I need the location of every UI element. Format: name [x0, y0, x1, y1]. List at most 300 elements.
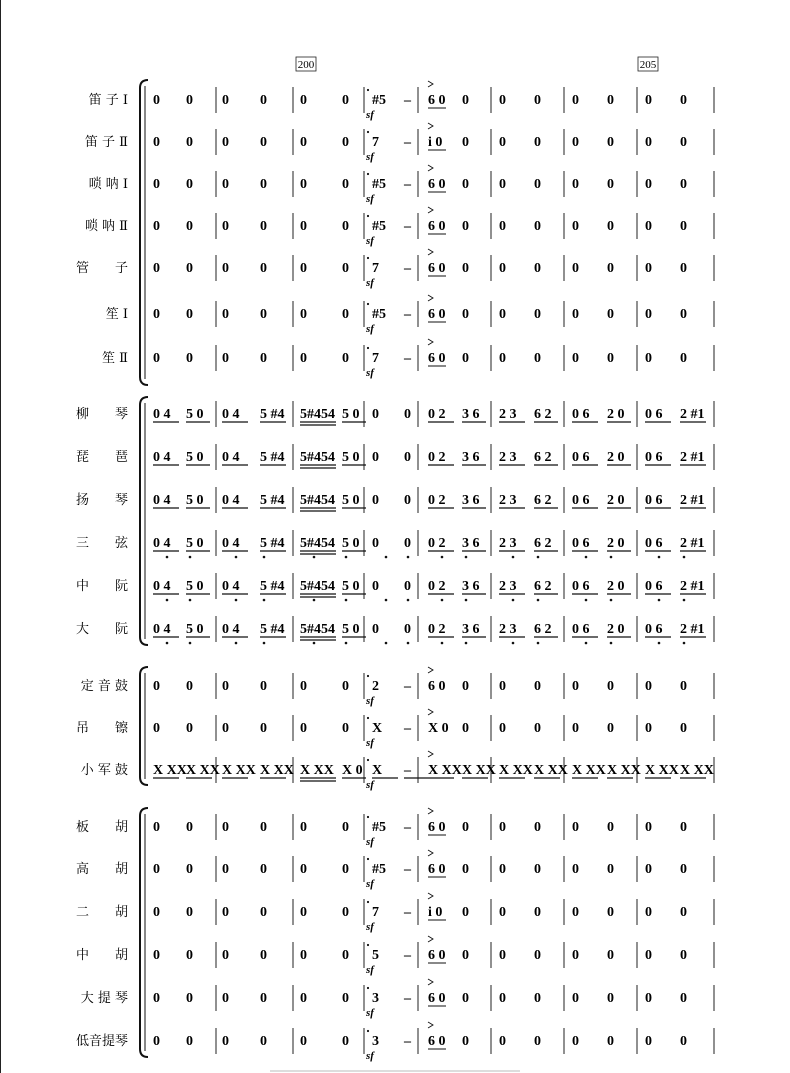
beat-notes: –: [404, 177, 411, 192]
beat-notes: 6 0: [428, 1034, 446, 1049]
beat-notes: 0: [499, 679, 506, 694]
beat-notes: 2 #1: [680, 493, 705, 508]
octave-dot: [385, 599, 388, 602]
beat-notes: 0: [186, 862, 193, 877]
beat-notes: 0: [404, 450, 411, 465]
beat-notes: 0: [680, 307, 687, 322]
octave-dot: [385, 556, 388, 559]
octave-dot: [537, 599, 540, 602]
dynamic-sf: sf: [366, 277, 374, 289]
beat-notes: X XX: [153, 763, 187, 778]
octave-dot: [367, 303, 369, 305]
beat-notes: X XX: [645, 763, 679, 778]
beat-notes: –: [404, 135, 411, 150]
beat-notes: i 0: [428, 905, 443, 920]
beat-notes: 0: [342, 820, 349, 835]
beat-notes: 0: [222, 219, 229, 234]
octave-dot: [235, 599, 238, 602]
beat-notes: 2 0: [607, 407, 625, 422]
beat-notes: 0: [572, 679, 579, 694]
beat-notes: X XX: [186, 763, 220, 778]
beat-notes: 0: [404, 622, 411, 637]
octave-dot: [585, 599, 588, 602]
dynamic-sf: sf: [366, 323, 374, 335]
beat-notes: 5#454: [300, 622, 335, 637]
beat-notes: 0: [404, 493, 411, 508]
accent-mark: [428, 295, 433, 301]
octave-dot: [313, 556, 316, 559]
beat-notes: 0: [572, 351, 579, 366]
octave-dot: [345, 556, 348, 559]
beat-notes: 6 0: [428, 862, 446, 877]
beat-notes: 2 3: [499, 450, 517, 465]
accent-mark: [428, 667, 433, 673]
beat-notes: 0: [186, 93, 193, 108]
beat-notes: 0: [462, 261, 469, 276]
octave-dot: [367, 717, 369, 719]
instrument-label: 吊 镲: [75, 721, 128, 736]
octave-dot: [441, 642, 444, 645]
beat-notes: 2 3: [499, 493, 517, 508]
beat-notes: 0: [680, 991, 687, 1006]
octave-dot: [610, 599, 613, 602]
beat-notes: 0: [260, 1034, 267, 1049]
octave-dot: [610, 556, 613, 559]
beat-notes: 0: [645, 135, 652, 150]
beat-notes: 0: [186, 948, 193, 963]
beat-notes: 0: [186, 261, 193, 276]
beat-notes: 0: [534, 351, 541, 366]
beat-notes: 0: [680, 219, 687, 234]
beat-notes: –: [404, 948, 411, 963]
beat-notes: 0: [499, 135, 506, 150]
beat-notes: 5 0: [342, 536, 360, 551]
beat-notes: 0: [372, 536, 379, 551]
instrument-label: 扬 琴: [75, 493, 128, 508]
group-bracket-bowed: [140, 808, 148, 1057]
beat-notes: 2 0: [607, 450, 625, 465]
instrument-label: 笙 Ⅱ: [102, 351, 128, 366]
beat-notes: 0: [607, 307, 614, 322]
beat-notes: 0: [462, 679, 469, 694]
octave-dot: [367, 901, 369, 903]
beat-notes: 0: [462, 93, 469, 108]
beat-notes: 0: [462, 351, 469, 366]
beat-notes: 0: [342, 219, 349, 234]
beat-notes: 0: [607, 351, 614, 366]
beat-notes: 5 0: [342, 622, 360, 637]
beat-notes: 0: [534, 862, 541, 877]
beat-notes: 3 6: [462, 536, 480, 551]
group-bracket-percussion: [140, 667, 148, 785]
beat-notes: 0: [645, 219, 652, 234]
beat-notes: 0: [534, 307, 541, 322]
beat-notes: 0: [222, 307, 229, 322]
beat-notes: 0 4: [153, 450, 171, 465]
instrument-label: 二 胡: [75, 905, 128, 920]
beat-notes: 0: [572, 135, 579, 150]
beat-notes: 0: [572, 261, 579, 276]
beat-notes: 0 4: [153, 493, 171, 508]
beat-notes: i 0: [428, 135, 443, 150]
beat-notes: 0: [645, 351, 652, 366]
beat-notes: 0: [499, 307, 506, 322]
beat-notes: 2 0: [607, 493, 625, 508]
beat-notes: 0: [645, 820, 652, 835]
beat-notes: #5: [372, 862, 386, 877]
beat-notes: 0 4: [222, 493, 240, 508]
beat-notes: X XX: [300, 763, 334, 778]
beat-notes: 7: [372, 261, 379, 276]
beat-notes: 2 #1: [680, 536, 705, 551]
beat-notes: X XX: [534, 763, 568, 778]
beat-notes: 0: [645, 905, 652, 920]
beat-notes: 0: [572, 177, 579, 192]
beat-notes: 0: [499, 991, 506, 1006]
instrument-label: 高 胡: [75, 862, 128, 877]
beat-notes: 0: [342, 261, 349, 276]
beat-notes: 0: [607, 721, 614, 736]
beat-notes: 0: [645, 862, 652, 877]
accent-mark: [428, 81, 433, 87]
beat-notes: 0: [680, 1034, 687, 1049]
beat-notes: 0: [342, 351, 349, 366]
beat-notes: 0: [372, 493, 379, 508]
beat-notes: 0: [680, 135, 687, 150]
beat-notes: 0: [222, 991, 229, 1006]
beat-notes: 0: [372, 407, 379, 422]
beat-notes: 0: [260, 991, 267, 1006]
octave-dot: [367, 131, 369, 133]
beat-notes: 0: [186, 177, 193, 192]
octave-dot: [367, 347, 369, 349]
beat-notes: 0: [534, 177, 541, 192]
instrument-label: 琵 琶: [75, 450, 128, 465]
beat-notes: 0: [300, 820, 307, 835]
beat-notes: X XX: [499, 763, 533, 778]
beat-notes: 5#454: [300, 579, 335, 594]
beat-notes: 0: [222, 93, 229, 108]
beat-notes: 0: [300, 351, 307, 366]
beat-notes: 0: [462, 905, 469, 920]
beat-notes: X XX: [462, 763, 496, 778]
beat-notes: 0: [342, 1034, 349, 1049]
beat-notes: 3: [372, 1034, 379, 1049]
beat-notes: 6 2: [534, 579, 552, 594]
octave-dot: [585, 556, 588, 559]
beat-notes: 0: [499, 261, 506, 276]
beat-notes: 0: [222, 820, 229, 835]
beat-notes: 2 #1: [680, 450, 705, 465]
beat-notes: 0: [462, 948, 469, 963]
instrument-label: 板 胡: [75, 820, 128, 835]
beat-notes: 0: [680, 177, 687, 192]
instrument-label: 笙 Ⅰ: [105, 307, 128, 322]
beat-notes: 0: [186, 351, 193, 366]
beat-notes: #5: [372, 93, 386, 108]
beat-notes: 3 6: [462, 407, 480, 422]
beat-notes: 5 #4: [260, 536, 285, 551]
beat-notes: 0: [153, 991, 160, 1006]
beat-notes: 5: [372, 948, 379, 963]
beat-notes: 0: [153, 905, 160, 920]
octave-dot: [367, 173, 369, 175]
beat-notes: 0 4: [222, 622, 240, 637]
beat-notes: 0: [342, 948, 349, 963]
beat-notes: 0: [534, 991, 541, 1006]
beat-notes: 2 #1: [680, 579, 705, 594]
beat-notes: 6 0: [428, 820, 446, 835]
dynamic-sf: sf: [366, 367, 374, 379]
beat-notes: 0: [260, 820, 267, 835]
instrument-label: 中 阮: [75, 579, 128, 594]
beat-notes: –: [404, 1034, 411, 1049]
beat-notes: 0: [222, 135, 229, 150]
beat-notes: 0: [260, 679, 267, 694]
octave-dot: [189, 642, 192, 645]
beat-notes: –: [404, 261, 411, 276]
beat-notes: 0: [462, 177, 469, 192]
beat-notes: 0: [186, 307, 193, 322]
beat-notes: 0: [300, 1034, 307, 1049]
beat-notes: 0: [607, 862, 614, 877]
beat-notes: 2: [372, 679, 379, 694]
beat-notes: 2 #1: [680, 407, 705, 422]
beat-notes: 6 0: [428, 93, 446, 108]
beat-notes: 3: [372, 991, 379, 1006]
beat-notes: 0: [607, 177, 614, 192]
octave-dot: [367, 858, 369, 860]
beat-notes: 0: [607, 135, 614, 150]
beat-notes: 0: [153, 177, 160, 192]
beat-notes: 0 4: [222, 536, 240, 551]
beat-notes: 0 4: [153, 536, 171, 551]
octave-dot: [385, 642, 388, 645]
beat-notes: 0: [534, 93, 541, 108]
beat-notes: 0: [342, 679, 349, 694]
beat-notes: 0: [462, 721, 469, 736]
beat-notes: 0: [404, 536, 411, 551]
octave-dot: [166, 556, 169, 559]
beat-notes: 0 4: [222, 450, 240, 465]
beat-notes: 0: [260, 307, 267, 322]
beat-notes: 0: [222, 1034, 229, 1049]
beat-notes: 5 0: [186, 450, 204, 465]
instrument-label: 小 军 鼓: [80, 763, 128, 778]
accent-mark: [428, 165, 433, 171]
accent-mark: [428, 979, 433, 985]
beat-notes: 0: [534, 721, 541, 736]
beat-notes: 0: [534, 905, 541, 920]
beat-notes: 0: [342, 177, 349, 192]
beat-notes: 0: [300, 991, 307, 1006]
beat-notes: 0: [680, 93, 687, 108]
beat-notes: 7: [372, 135, 379, 150]
beat-notes: –: [404, 820, 411, 835]
beat-notes: 6 2: [534, 622, 552, 637]
beat-notes: 0: [680, 820, 687, 835]
octave-dot: [407, 642, 410, 645]
beat-notes: 0: [372, 579, 379, 594]
beat-notes: 0: [607, 948, 614, 963]
octave-dot: [367, 675, 369, 677]
instrument-label: 唢 呐 Ⅱ: [84, 219, 128, 234]
octave-dot: [367, 987, 369, 989]
beat-notes: 0 6: [645, 622, 663, 637]
beat-notes: 0 2: [428, 622, 446, 637]
beat-notes: 0 4: [153, 407, 171, 422]
beat-notes: 0 6: [572, 493, 590, 508]
octave-dot: [658, 642, 661, 645]
octave-dot: [313, 642, 316, 645]
measure-number: 200: [297, 59, 315, 71]
dynamic-sf: sf: [366, 878, 374, 890]
beat-notes: 0: [186, 905, 193, 920]
beat-notes: 5 0: [342, 493, 360, 508]
beat-notes: #5: [372, 177, 386, 192]
beat-notes: 5 0: [186, 536, 204, 551]
beat-notes: 0 6: [645, 579, 663, 594]
beat-notes: 0: [534, 679, 541, 694]
beat-notes: 0 2: [428, 579, 446, 594]
beat-notes: 0: [153, 679, 160, 694]
octave-dot: [512, 642, 515, 645]
beat-notes: 0: [222, 862, 229, 877]
beat-notes: 0: [680, 679, 687, 694]
beat-notes: X 0: [342, 763, 363, 778]
beat-notes: X XX: [222, 763, 256, 778]
beat-notes: 3 6: [462, 579, 480, 594]
beat-notes: 0: [499, 905, 506, 920]
octave-dot: [263, 599, 266, 602]
octave-dot: [407, 556, 410, 559]
accent-mark: [428, 1022, 433, 1028]
beat-notes: 0: [499, 820, 506, 835]
beat-notes: 0: [462, 219, 469, 234]
beat-notes: 0 6: [645, 450, 663, 465]
beat-notes: 0: [260, 261, 267, 276]
accent-mark: [428, 207, 433, 213]
beat-notes: 0: [260, 219, 267, 234]
beat-notes: 0 6: [645, 407, 663, 422]
beat-notes: –: [404, 721, 411, 736]
beat-notes: 0: [607, 991, 614, 1006]
beat-notes: 0: [534, 820, 541, 835]
octave-dot: [166, 599, 169, 602]
octave-dot: [683, 556, 686, 559]
beat-notes: 6 0: [428, 351, 446, 366]
beat-notes: 0: [300, 862, 307, 877]
beat-notes: 0: [404, 407, 411, 422]
beat-notes: 0: [153, 93, 160, 108]
beat-notes: 6 2: [534, 450, 552, 465]
beat-notes: 0: [342, 721, 349, 736]
beat-notes: 3 6: [462, 493, 480, 508]
beat-notes: 0: [342, 862, 349, 877]
beat-notes: 0: [462, 135, 469, 150]
beat-notes: 2 0: [607, 622, 625, 637]
beat-notes: 0: [153, 1034, 160, 1049]
beat-notes: 0: [300, 261, 307, 276]
beat-notes: 0: [186, 1034, 193, 1049]
accent-mark: [428, 709, 433, 715]
beat-notes: 0: [645, 991, 652, 1006]
beat-notes: 0 2: [428, 450, 446, 465]
octave-dot: [313, 599, 316, 602]
octave-dot: [537, 556, 540, 559]
instrument-label: 大 阮: [75, 622, 128, 637]
beat-notes: 6 2: [534, 536, 552, 551]
beat-notes: 0: [222, 948, 229, 963]
octave-dot: [367, 1030, 369, 1032]
beat-notes: 0 2: [428, 536, 446, 551]
beat-notes: 0: [186, 820, 193, 835]
accent-mark: [428, 339, 433, 345]
dynamic-sf: sf: [366, 109, 374, 121]
beat-notes: 0: [499, 93, 506, 108]
octave-dot: [658, 599, 661, 602]
beat-notes: 6 2: [534, 493, 552, 508]
beat-notes: 0: [680, 261, 687, 276]
beat-notes: 0: [680, 905, 687, 920]
beat-notes: 0: [300, 679, 307, 694]
beat-notes: X 0: [428, 721, 449, 736]
beat-notes: 0: [645, 721, 652, 736]
dynamic-sf: sf: [366, 964, 374, 976]
instrument-label: 中 胡: [75, 948, 128, 963]
octave-dot: [263, 642, 266, 645]
accent-mark: [428, 808, 433, 814]
octave-dot: [465, 642, 468, 645]
beat-notes: 0 4: [222, 579, 240, 594]
beat-notes: 0: [572, 1034, 579, 1049]
beat-notes: 0: [300, 93, 307, 108]
beat-notes: 6 0: [428, 948, 446, 963]
octave-dot: [512, 599, 515, 602]
beat-notes: 5 0: [186, 407, 204, 422]
beat-notes: 0: [186, 135, 193, 150]
instrument-label: 大 提 琴: [80, 991, 128, 1006]
beat-notes: 5 0: [342, 579, 360, 594]
instrument-label: 唢 呐 Ⅰ: [88, 177, 128, 192]
beat-notes: 6 2: [534, 407, 552, 422]
beat-notes: 0: [607, 905, 614, 920]
beat-notes: 0: [300, 135, 307, 150]
dynamic-sf: sf: [366, 695, 374, 707]
beat-notes: 0: [499, 1034, 506, 1049]
beat-notes: –: [404, 351, 411, 366]
beat-notes: 0: [645, 948, 652, 963]
instrument-label: 定 音 鼓: [80, 679, 128, 694]
beat-notes: 0: [153, 219, 160, 234]
accent-mark: [428, 249, 433, 255]
beat-notes: 0: [572, 948, 579, 963]
beat-notes: 0: [260, 905, 267, 920]
beat-notes: 0: [534, 948, 541, 963]
group-bracket-winds: [140, 80, 148, 385]
beat-notes: 6 0: [428, 261, 446, 276]
beat-notes: 0: [222, 177, 229, 192]
beat-notes: 3 6: [462, 622, 480, 637]
beat-notes: 0: [572, 991, 579, 1006]
beat-notes: 0: [372, 622, 379, 637]
beat-notes: –: [404, 307, 411, 322]
beat-notes: 0: [300, 219, 307, 234]
beat-notes: 0 2: [428, 407, 446, 422]
beat-notes: 2 0: [607, 536, 625, 551]
dynamic-sf: sf: [366, 921, 374, 933]
beat-notes: 0: [222, 351, 229, 366]
